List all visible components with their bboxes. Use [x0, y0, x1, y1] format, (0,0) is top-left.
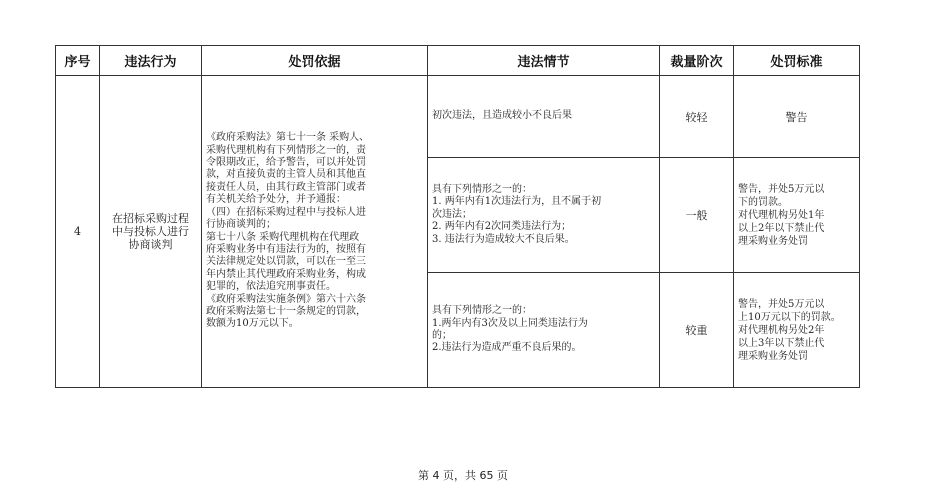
standard-line: 对代理机构另处2年 [738, 324, 825, 336]
basis-line: （四）在招标采购过程中与投标人进 [206, 206, 366, 218]
standard-line: 以上3年以下禁止代 [738, 337, 825, 349]
circumstance-general [428, 158, 660, 273]
circumstance-line: 2.违法行为造成严重不良后果的。 [432, 342, 582, 354]
basis-line: 数额为10万元以下。 [206, 318, 299, 330]
level-serious: 较重 [660, 273, 734, 388]
standard-line: 警告，并处5万元以 [738, 183, 825, 195]
header-basis: 处罚依据 [202, 46, 428, 76]
circumstance-line: 次违法； [432, 208, 472, 220]
page-footer: 第 4 页，共 65 页 [418, 469, 508, 482]
basis-line: 犯罪的，依法追究刑事责任。 [206, 281, 336, 293]
violation-act-line: 中与投标人进行 [112, 225, 189, 238]
standard-line: 警告，并处5万元以 [738, 298, 825, 310]
standard-line: 警告 [785, 110, 808, 124]
circumstance-line: 1.两年内有3次及以上同类违法行为 [432, 317, 588, 329]
basis-line: 款，对直接负责的主管人员和其他直 [206, 169, 366, 181]
circumstance-line: 具有下列情形之一的： [432, 305, 532, 317]
basis-line: 《政府采购法实施条例》第六十六条 [206, 293, 366, 305]
basis-line: 接责任人员，由其行政主管部门或者 [206, 181, 366, 193]
penalty-basis [202, 76, 428, 388]
level-general: 一般 [660, 158, 734, 273]
violation-act-line: 在招标采购过程 [112, 212, 189, 225]
circumstance-line: 的； [432, 330, 452, 341]
standard-line: 理采购业务处罚 [738, 350, 808, 362]
basis-line: 第七十八条 采购代理机构在代理政 [206, 231, 360, 243]
header-level: 裁量阶次 [660, 46, 734, 76]
circumstance-serious [428, 273, 660, 388]
standard-general [734, 158, 860, 273]
circumstance-minor [428, 76, 660, 158]
violation-act [100, 76, 202, 388]
basis-line: 《政府采购法》第七十一条 采购人、 [206, 132, 370, 144]
circumstance-line: 具有下列情形之一的： [432, 183, 532, 195]
circumstance-line: 2. 两年内有2次同类违法行为； [432, 221, 572, 233]
standard-line: 以上2年以下禁止代 [738, 222, 825, 234]
standard-line: 上10万元以下的罚款。 [738, 311, 841, 323]
circumstance-line: 3. 违法行为造成较大不良后果。 [432, 233, 575, 245]
row-number: 4 [56, 76, 100, 388]
violation-act-line: 协商谈判 [128, 238, 173, 251]
table-row [56, 76, 860, 158]
level-minor: 较轻 [660, 76, 734, 158]
basis-line: 年内禁止其代理政府采购业务，构成 [206, 268, 366, 280]
circumstance-line: 1. 两年内有1次违法行为，且不属于初 [432, 196, 602, 208]
standard-line: 理采购业务处罚 [738, 235, 808, 247]
penalty-table [55, 45, 860, 388]
standard-minor [734, 76, 860, 158]
basis-line: 有关机关给予处分，并予通报： [206, 194, 346, 206]
basis-line: 政府采购法第七十一条规定的罚款， [206, 305, 366, 317]
basis-line: 关法律规定处以罚款，可以在一至三 [206, 256, 366, 268]
standard-line: 对代理机构另处1年 [738, 209, 825, 221]
standard-serious [734, 273, 860, 388]
circumstance-line: 初次违法，且造成较小不良后果 [432, 110, 572, 122]
basis-line: 采购代理机构有下列情形之一的，责 [206, 144, 366, 156]
header-standard: 处罚标准 [734, 46, 860, 76]
standard-line: 下的罚款。 [738, 196, 788, 208]
header-violation: 违法行为 [100, 46, 202, 76]
header-no: 序号 [56, 46, 100, 76]
header-circumstance: 违法情节 [428, 46, 660, 76]
header-row [56, 46, 860, 76]
basis-line: 府采购业务中有违法行为的，按照有 [206, 243, 366, 255]
basis-line: 令限期改正，给予警告，可以并处罚 [206, 157, 366, 169]
basis-line: 行协商谈判的； [206, 219, 276, 231]
